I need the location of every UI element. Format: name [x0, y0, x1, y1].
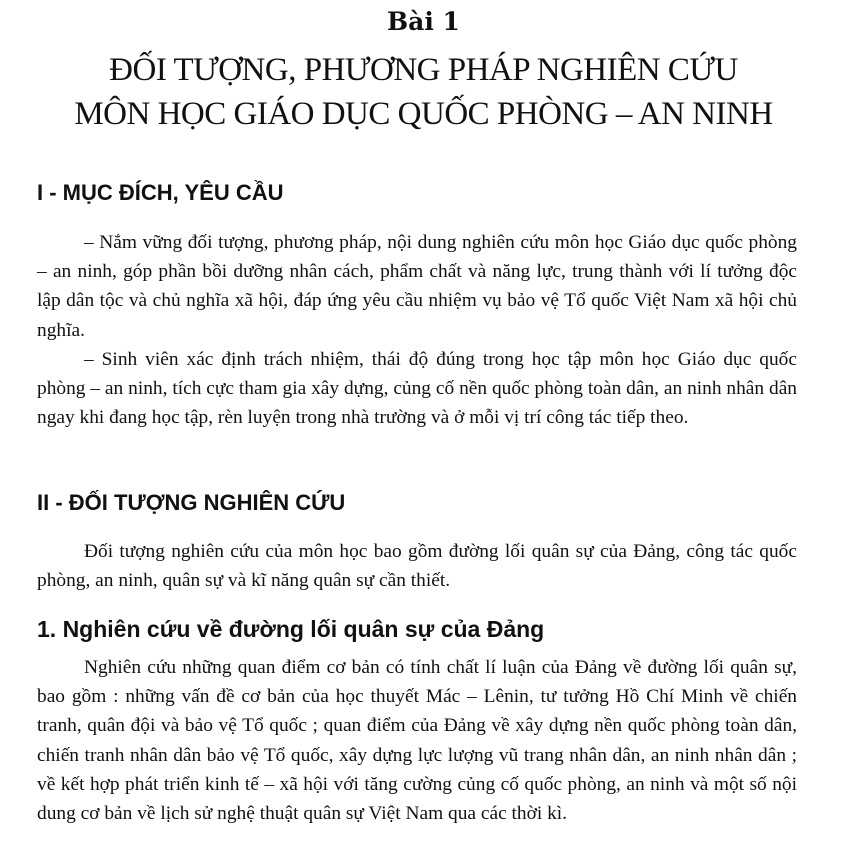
- section1-paragraph-2: – Sinh viên xác định trách nhiệm, thái độ đúng trong học tập môn học Giáo dục quốc phòng – an ninh, tích cực tham gia xây dựng, củng cố nền quốc phòng toàn dân, an ninh nhân dân ngay khi đang học tập, rèn luyện trong nhà trường và ở mỗi vị trí công tác tiếp theo.: [37, 349, 797, 429]
- section-heading-purpose: I - MỤC ĐÍCH, YÊU CẦU: [37, 180, 284, 205]
- lesson-title-line-1: ĐỐI TƯỢNG, PHƯƠNG PHÁP NGHIÊN CỨU: [109, 52, 738, 88]
- section1-paragraph-1: – Nắm vững đối tượng, phương pháp, nội dung nghiên cứu môn học Giáo dục quốc phòng – an ninh, góp phần bồi dưỡng nhân cách, phẩm chất và năng lực, trung thành với lí tưởng độc lập dân tộc và chủ nghĩa xã hội, đáp ứng yêu cầu nhiệm vụ bảo vệ Tổ quốc Việt Nam xã hội chủ nghĩa.: [37, 232, 797, 341]
- lesson-number: Bài 1: [387, 7, 460, 36]
- subsection-heading-military-line: 1. Nghiên cứu về đường lối quân sự của Đảng: [37, 616, 545, 642]
- subsection1-paragraph: Nghiên cứu những quan điểm cơ bản có tính chất lí luận của Đảng về đường lối quân sự, bao gồm : những vấn đề cơ bản của học thuyết Mác – Lênin, tư tưởng Hồ Chí Minh về chiến tranh, quân đội và bảo vệ Tổ quốc ; quan điểm của Đảng về xây dựng nền quốc phòng toàn dân, chiến tranh nhân dân bảo vệ Tổ quốc, xây dựng lực lượng vũ trang nhân dân, an ninh nhân dân ; về kết hợp phát triển kinh tế – xã hội với tăng cường củng cố quốc phòng, an ninh và một số nội dung cơ bản về lịch sử nghệ thuật quân sự Việt Nam qua các thời kì.: [37, 657, 797, 825]
- section2-paragraph: Đối tượng nghiên cứu của môn học bao gồm đường lối quân sự của Đảng, công tác quốc phòng, an ninh, quân sự và kĩ năng quân sự cần thiết.: [37, 541, 797, 592]
- lesson-title-line-2: MÔN HỌC GIÁO DỤC QUỐC PHÒNG – AN NINH: [74, 96, 773, 132]
- section-heading-research-object: II - ĐỐI TƯỢNG NGHIÊN CỨU: [37, 490, 346, 515]
